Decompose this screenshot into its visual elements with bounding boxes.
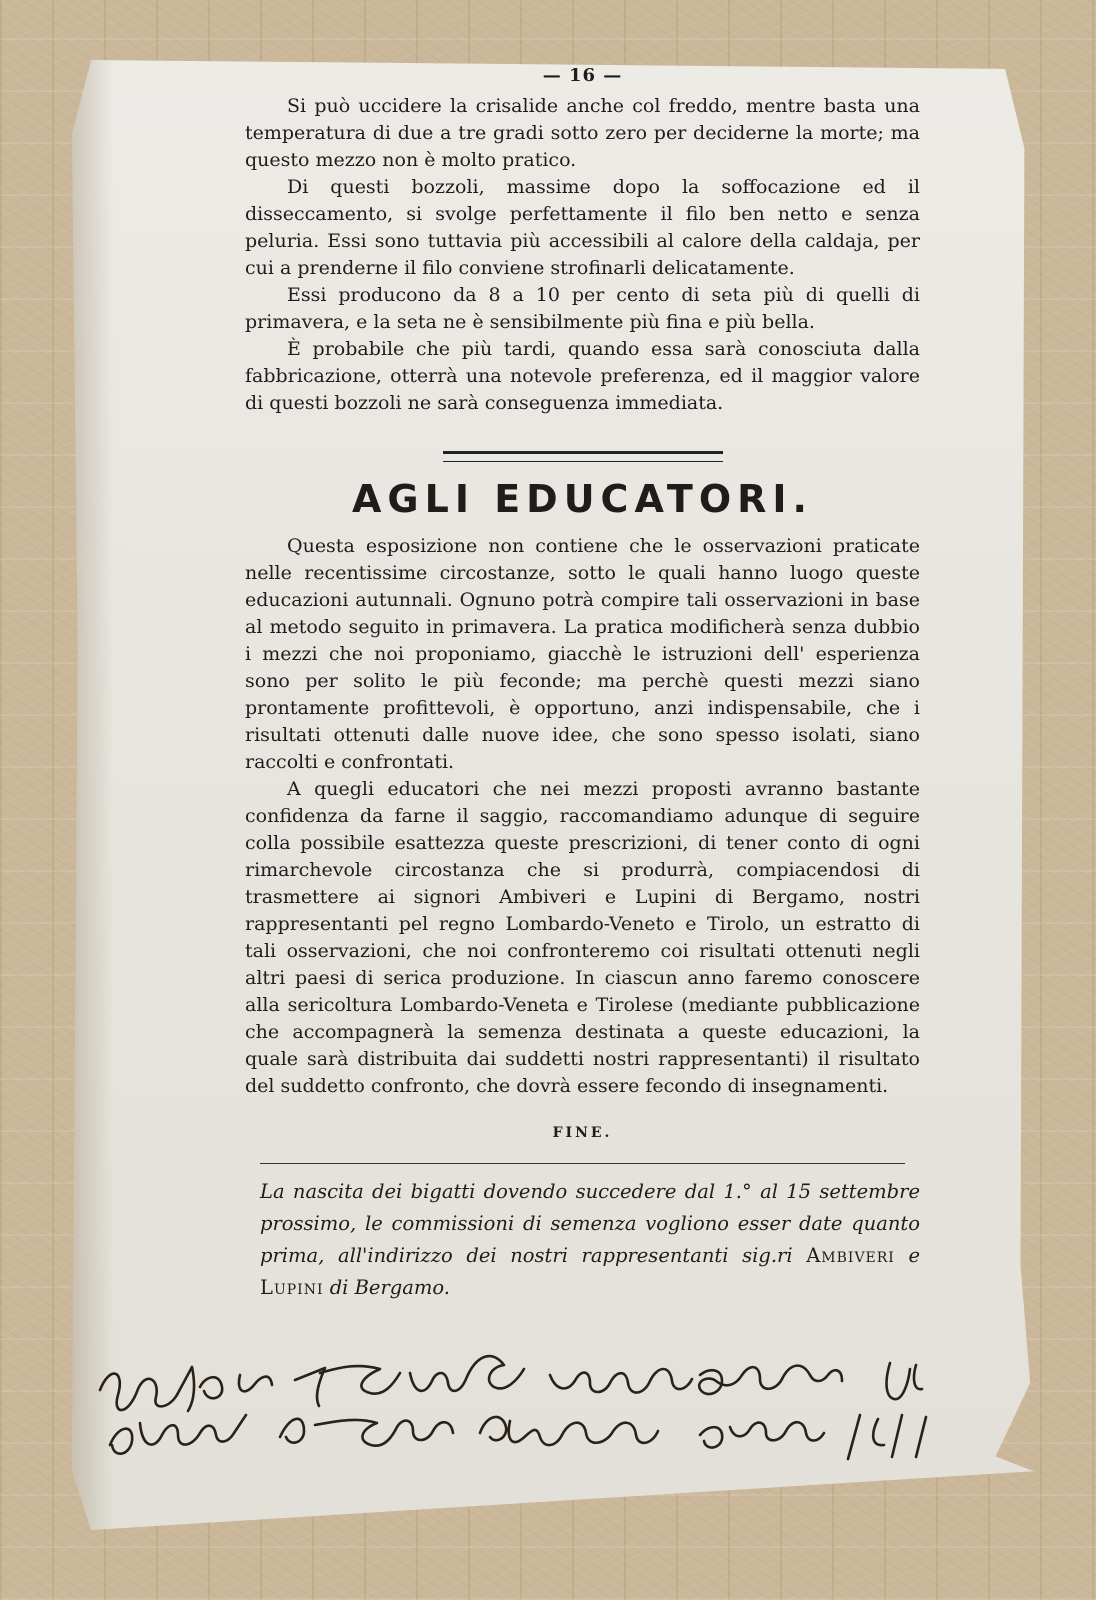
notice-name-2: Lupini [260,1276,324,1299]
paragraph-top-3: Essi producono da 8 a 10 per cento di seta più di quelli di primavera, e la seta ne è sensibilmente più fina e più bella. [245,284,920,333]
end-mark: FINE. [552,1125,613,1141]
notice-connector: e [908,1244,920,1267]
notice-divider [260,1163,905,1164]
paragraph-top-4: È probabile che più tardi, quando essa sarà conosciuta dalla fabbricazione, otterrà una notevole preferenza, ed il maggior valore di questi bozzoli ne sarà conseguenza immediata. [245,338,920,414]
handwriting-year: 1811 [80,1345,83,1346]
page-content [245,62,920,1304]
notice-paragraph [245,1176,920,1304]
paragraph-main-1: Questa esposizione non contiene che le osservazioni praticate nelle recentissime circostanze, sotto le quali hanno luogo queste educazioni autunnali. Ognuno potrà compire tali osservazioni in base al metodo seguito in primavera. La pratica modificherà senza dubbio i mezzi che noi proponiamo, giacchè le istruzioni dell' esperienza sono per solito le più feconde; ma perchè questi mezzi siano prontamente profittevoli, è opportuno, anzi indispensabile, che i risultati ottenuti dalle nuove idee, che sono spesso isolati, siano raccolti e confrontati. [245,535,920,773]
notice-name-1: Ambiveri [806,1244,895,1267]
section-divider [443,451,723,462]
page-number: — 16 — [542,65,623,86]
notice-text: La nascita dei bigatti dovendo succedere dal 1.° al 15 settembre prossimo, le commissioni di semenza vogliono esser date quanto prima, all'indirizzo dei nostri rappresentanti sig.ri [260,1180,920,1267]
handwritten-signature [80,1345,960,1465]
paragraph-top-2: Di questi bozzoli, massime dopo la soffocazione ed il disseccamento, si svolge perfettamente il filo ben netto e senza peluria. Essi sono tuttavia più accessibili al calore della caldaja, per cui a prenderne il filo conviene strofinarli delicatamente. [245,176,920,279]
paragraph-top-1: Si può uccidere la crisalide anche col freddo, mentre basta una temperatura di due a tre gradi sotto zero per deciderne la morte; ma questo mezzo non è molto pratico. [245,95,920,171]
section-heading: AGLI EDUCATORI. [352,477,813,521]
paragraph-main-2: A quegli educatori che nei mezzi proposti avranno bastante confidenza da farne il saggio, raccomandiamo adunque di seguire colla possibile esattezza queste prescrizioni, di tener conto di ogni rimarchevole circostanza che si produrrà, compiacendosi di trasmettere ai signori Ambiveri e Lupini di Bergamo, nostri rappresentanti pel regno Lombardo-Veneto e Tirolo, un estratto di tali osservazioni, che noi confronteremo coi risultati ottenuti negli altri paesi di serica produzione. In ciascun anno faremo conoscere alla sericoltura Lombardo-Veneta e Tirolese (mediante pubblicazione che accompagnerà la semenza destinata a queste educazioni, la quale sarà distribuita dai suddetti nostri rappresentanti) il risultato del suddetto confronto, che dovrà essere fecondo di insegnamenti. [245,778,920,1097]
notice-place: di Bergamo. [329,1276,450,1299]
